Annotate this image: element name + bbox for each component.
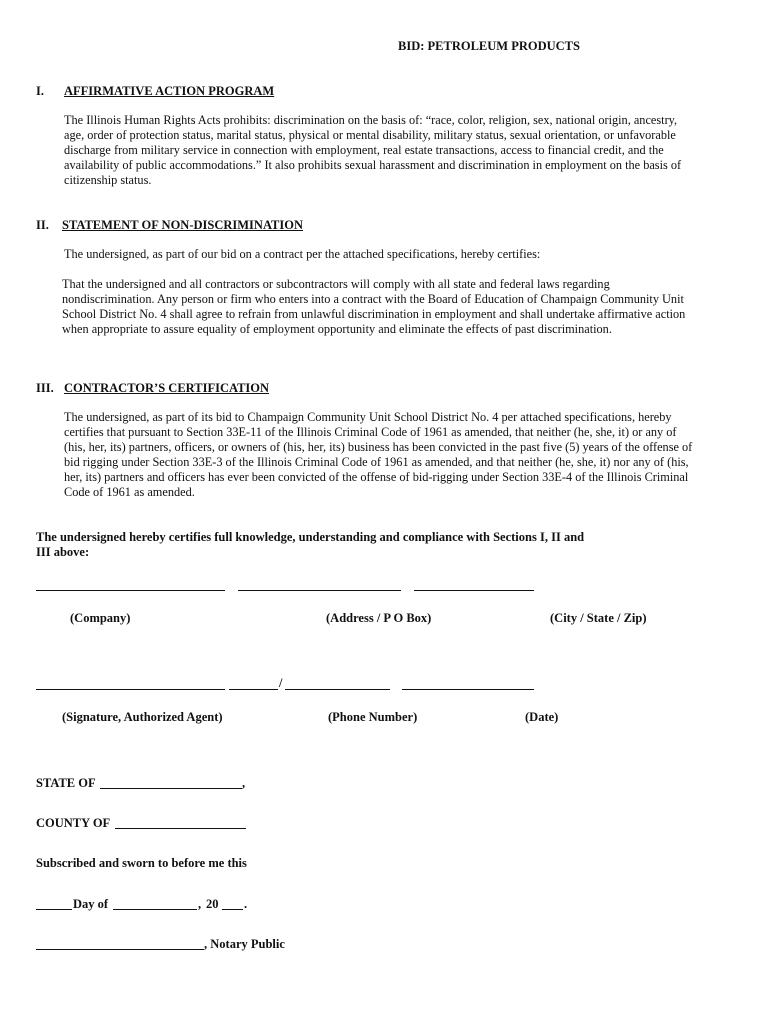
address-line[interactable] [238,590,401,591]
certification-statement: The undersigned hereby certifies full knowledge, understanding and compliance with Sections I, II and III above: [36,530,585,559]
section-1-paragraph: The Illinois Human Rights Acts prohibits: discrimination on the basis of: “race, color, religion, sex, national origin, ancestry, age, order of protection status, marital status, physical or mental disability, military status, sexual orientation, or unfavorable discharge from military service in connection with employment, real estate transactions, access to financial credit, and the availability of public accommodations.” It also prohibits sexual harassment and discrimination in employment on the basis of citizenship status. [64,113,682,187]
notary-line[interactable] [36,949,204,950]
section-2-intro: The undersigned, as part of our bid on a contract per the attached specifications, hereby certifies: [64,247,541,261]
city-label: (City / State / Zip) [550,611,647,625]
year-prefix: 20 [206,897,219,911]
month-line[interactable] [113,909,197,910]
state-of-label: STATE OF [36,776,96,790]
day-line[interactable] [36,909,72,910]
address-label: (Address / P O Box) [326,611,432,625]
date-label: (Date) [525,710,559,724]
year-line[interactable] [222,909,243,910]
county-of-label: COUNTY OF [36,816,111,830]
phone-area-line[interactable] [229,689,278,690]
notary-public-label: Notary Public [210,937,285,951]
signature-line[interactable] [36,689,225,690]
company-line[interactable] [36,590,225,591]
phone-number-line[interactable] [285,689,390,690]
section-1-number: I. [36,84,44,98]
state-line[interactable] [100,788,242,789]
subscribed-text: Subscribed and sworn to before me this [36,856,247,870]
section-3-title: CONTRACTOR’S CERTIFICATION [64,381,270,395]
phone-slash: / [279,676,283,690]
page-header: BID: PETROLEUM PRODUCTS [398,39,580,53]
day-of-label: Day of [73,897,109,911]
phone-label: (Phone Number) [328,710,418,724]
section-2-paragraph: That the undersigned and all contractors or subcontractors will comply with all state and federal laws regarding nondiscrimination. Any person or firm who enters into a contract with the Board of Education of Champaign Community Unit School District No. 4 shall agree to refrain from unlawful discrimination in employment and shall undertake affirmative action when appropriate to assure equality of employment opportunity and eliminate the effects of past discrimination. [62,277,686,336]
section-2-number: II. [36,218,49,232]
city-line[interactable] [414,590,534,591]
year-period: . [244,897,248,911]
signature-label: (Signature, Authorized Agent) [62,710,223,724]
section-3-number: III. [36,381,54,395]
county-line[interactable] [115,828,246,829]
month-comma: , [198,897,202,911]
section-2-title: STATEMENT OF NON-DISCRIMINATION [62,218,303,232]
section-1-title: AFFIRMATIVE ACTION PROGRAM [64,84,275,98]
section-3-paragraph: The undersigned, as part of its bid to Champaign Community Unit School District No. 4 per attached specifications, hereby certifies that pursuant to Section 33E-11 of the Illinois Criminal Code of 1961 as amended, that neither (he, she, it) or any of (his, her, its) partners, officers, or owners of (his, her, its) business has been convicted in the past five (5) years of the offense of bid rigging under Section 33E-3 of the Illinois Criminal Code of 1961 as amended, and that neither (he, she, it) nor any of (his, her, its) partners and officers has ever been convicted of the offense of bid-rigging under Section 33E-4 of the Illinois Criminal Code of 1961 as amended. [64,410,693,499]
date-line[interactable] [402,689,534,690]
company-label: (Company) [70,611,131,625]
state-comma: , [242,776,246,790]
